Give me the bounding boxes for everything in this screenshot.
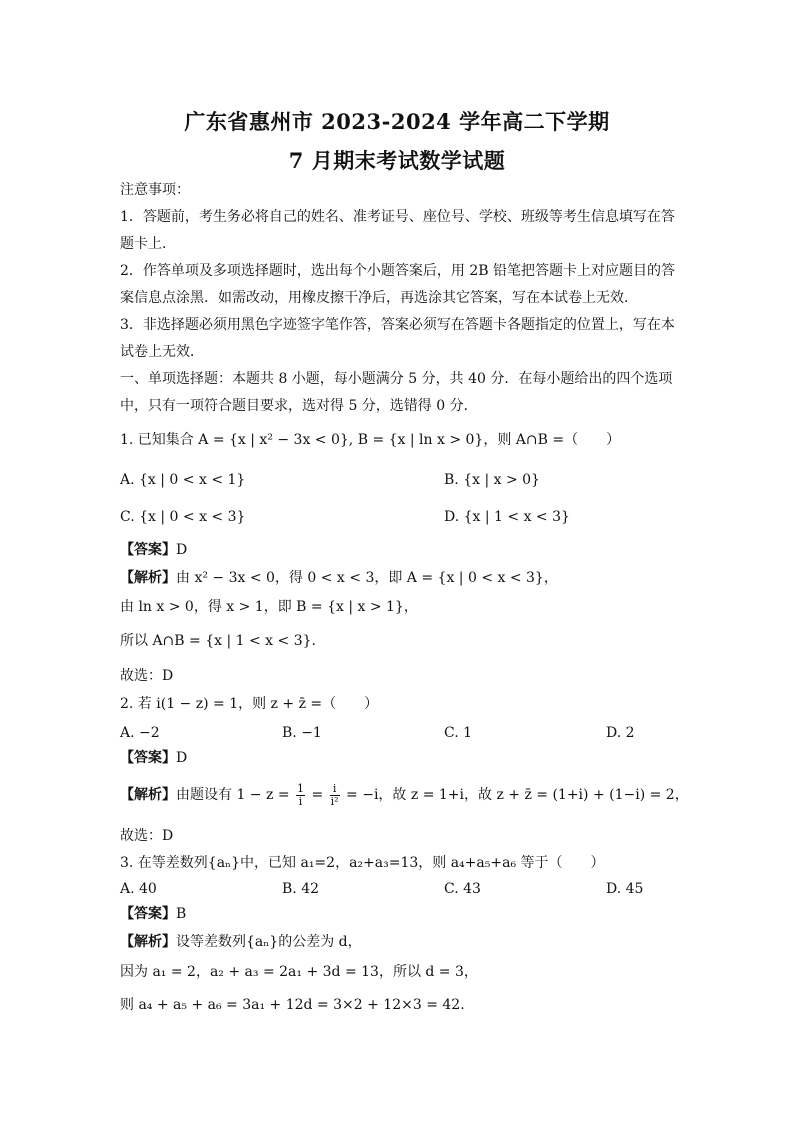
notice-item-3-line-2: 试卷上无效． bbox=[120, 344, 204, 360]
section-1-intro-line-2: 中，只有一项符合题目要求，选对得 5 分，选错得 0 分． bbox=[120, 398, 478, 414]
notice-item-1-line-1: 1．答题前，考生务必将自己的姓名、准考证号、座位号、学校、班级等考生信息填写在答 bbox=[120, 209, 675, 225]
q1-option-b: B. {x | x > 0} bbox=[444, 472, 540, 488]
q2-option-a: A. −2 bbox=[120, 725, 160, 741]
q2-analysis-label: 【解析】 bbox=[120, 787, 176, 803]
q2-option-b: B. −1 bbox=[282, 725, 322, 741]
q3-analysis-3: 则 a₄ + a₅ + a₆ = 3a₁ + 12d = 3×2 + 12×3 = 42. bbox=[120, 997, 465, 1013]
notice-item-2-line-2: 案信息点涂黑．如需改动，用橡皮擦干净后，再选涂其它答案，写在本试卷上无效． bbox=[120, 290, 638, 306]
q1-analysis-label: 【解析】 bbox=[120, 570, 176, 586]
q2-choice: 故选：D bbox=[120, 828, 174, 844]
q3-stem: 3. 在等差数列{aₙ}中，已知 a₁=2，a₂+a₃=13，则 a₄+a₅+a₆ 等于（ ） bbox=[120, 855, 605, 871]
notice-item-2-line-1: 2．作答单项及多项选择题时，选出每个小题答案后，用 2B 铅笔把答题卡上对应题目的答 bbox=[120, 263, 676, 279]
q1-answer-label: 【答案】 bbox=[120, 542, 176, 558]
notice-item-1-line-2: 题卡上． bbox=[120, 236, 176, 252]
exam-title-line1: 广东省惠州市 2023-2024 学年高二下学期 bbox=[184, 109, 610, 134]
q3-option-d: D. 45 bbox=[606, 881, 644, 897]
q3-option-a: A. 40 bbox=[120, 881, 157, 897]
q3-analysis-1-text: 设等差数列{aₙ}的公差为 d， bbox=[176, 934, 362, 950]
notice-item-3-line-1: 3．非选择题必须用黑色字迹签字笔作答，答案必须写在答题卡各题指定的位置上，写在本 bbox=[120, 317, 675, 333]
notice-heading: 注意事项： bbox=[120, 182, 190, 198]
q3-analysis-label: 【解析】 bbox=[120, 934, 176, 950]
q2-analysis bbox=[120, 782, 689, 808]
q3-option-b: B. 42 bbox=[282, 881, 320, 897]
q2-fraction-2 bbox=[330, 783, 340, 808]
q1-analysis-2: 由 ln x > 0，得 x > 1，即 B = {x | x > 1}， bbox=[120, 599, 418, 615]
q2-analysis-pre: 由题设有 1 − z = bbox=[176, 787, 294, 803]
q3-answer bbox=[120, 905, 186, 923]
q1-analysis-1 bbox=[120, 569, 558, 587]
q1-option-a: A. {x | 0 < x < 1} bbox=[120, 472, 246, 488]
exam-title-line2: 7 月期末考试数学试题 bbox=[288, 148, 506, 173]
q2-fraction-2-den: i² bbox=[330, 794, 339, 808]
q1-answer bbox=[120, 541, 187, 559]
q2-fraction-1 bbox=[296, 783, 305, 808]
q2-fraction-1-num: 1 bbox=[297, 781, 304, 795]
q2-option-c: C. 1 bbox=[444, 725, 473, 741]
q3-option-c: C. 43 bbox=[444, 881, 481, 897]
q3-analysis-1 bbox=[120, 933, 362, 951]
q1-choice: 故选：D bbox=[120, 668, 174, 684]
section-1-intro-line-1: 一、单项选择题：本题共 8 小题，每小题满分 5 分，共 40 分．在每小题给出的四个选项 bbox=[120, 371, 673, 387]
q1-analysis-1-text: 由 x² − 3x < 0，得 0 < x < 3，即 A = {x | 0 < x < 3}， bbox=[176, 570, 558, 586]
q2-option-d: D. 2 bbox=[606, 725, 635, 741]
q2-fraction-2-num: i bbox=[330, 783, 340, 796]
q3-analysis-2: 因为 a₁ = 2，a₂ + a₃ = 2a₁ + 3d = 13，所以 d = 3， bbox=[120, 964, 478, 980]
q2-answer bbox=[120, 749, 187, 767]
q1-stem: 1. 已知集合 A = {x | x² − 3x < 0}, B = {x | ln x > 0}，则 A∩B =（ ） bbox=[120, 432, 621, 448]
q1-analysis-3: 所以 A∩B = {x | 1 < x < 3}. bbox=[120, 633, 316, 649]
q3-answer-value: B bbox=[176, 906, 187, 922]
q1-option-d: D. {x | 1 < x < 3} bbox=[444, 509, 570, 525]
q2-stem: 2. 若 i(1 − z) = 1，则 z + z̄ =（ ） bbox=[120, 696, 379, 712]
q2-fraction-1-den: i bbox=[298, 794, 303, 808]
q2-analysis-eq: = bbox=[307, 787, 328, 803]
q2-answer-value: D bbox=[176, 750, 188, 766]
q1-option-c: C. {x | 0 < x < 3} bbox=[120, 509, 246, 525]
q2-analysis-post: = −i，故 z = 1+i，故 z + z̄ = (1+i) + (1−i) = 2， bbox=[341, 787, 689, 803]
q2-answer-label: 【答案】 bbox=[120, 750, 176, 766]
q3-answer-label: 【答案】 bbox=[120, 906, 176, 922]
q1-answer-value: D bbox=[176, 542, 188, 558]
